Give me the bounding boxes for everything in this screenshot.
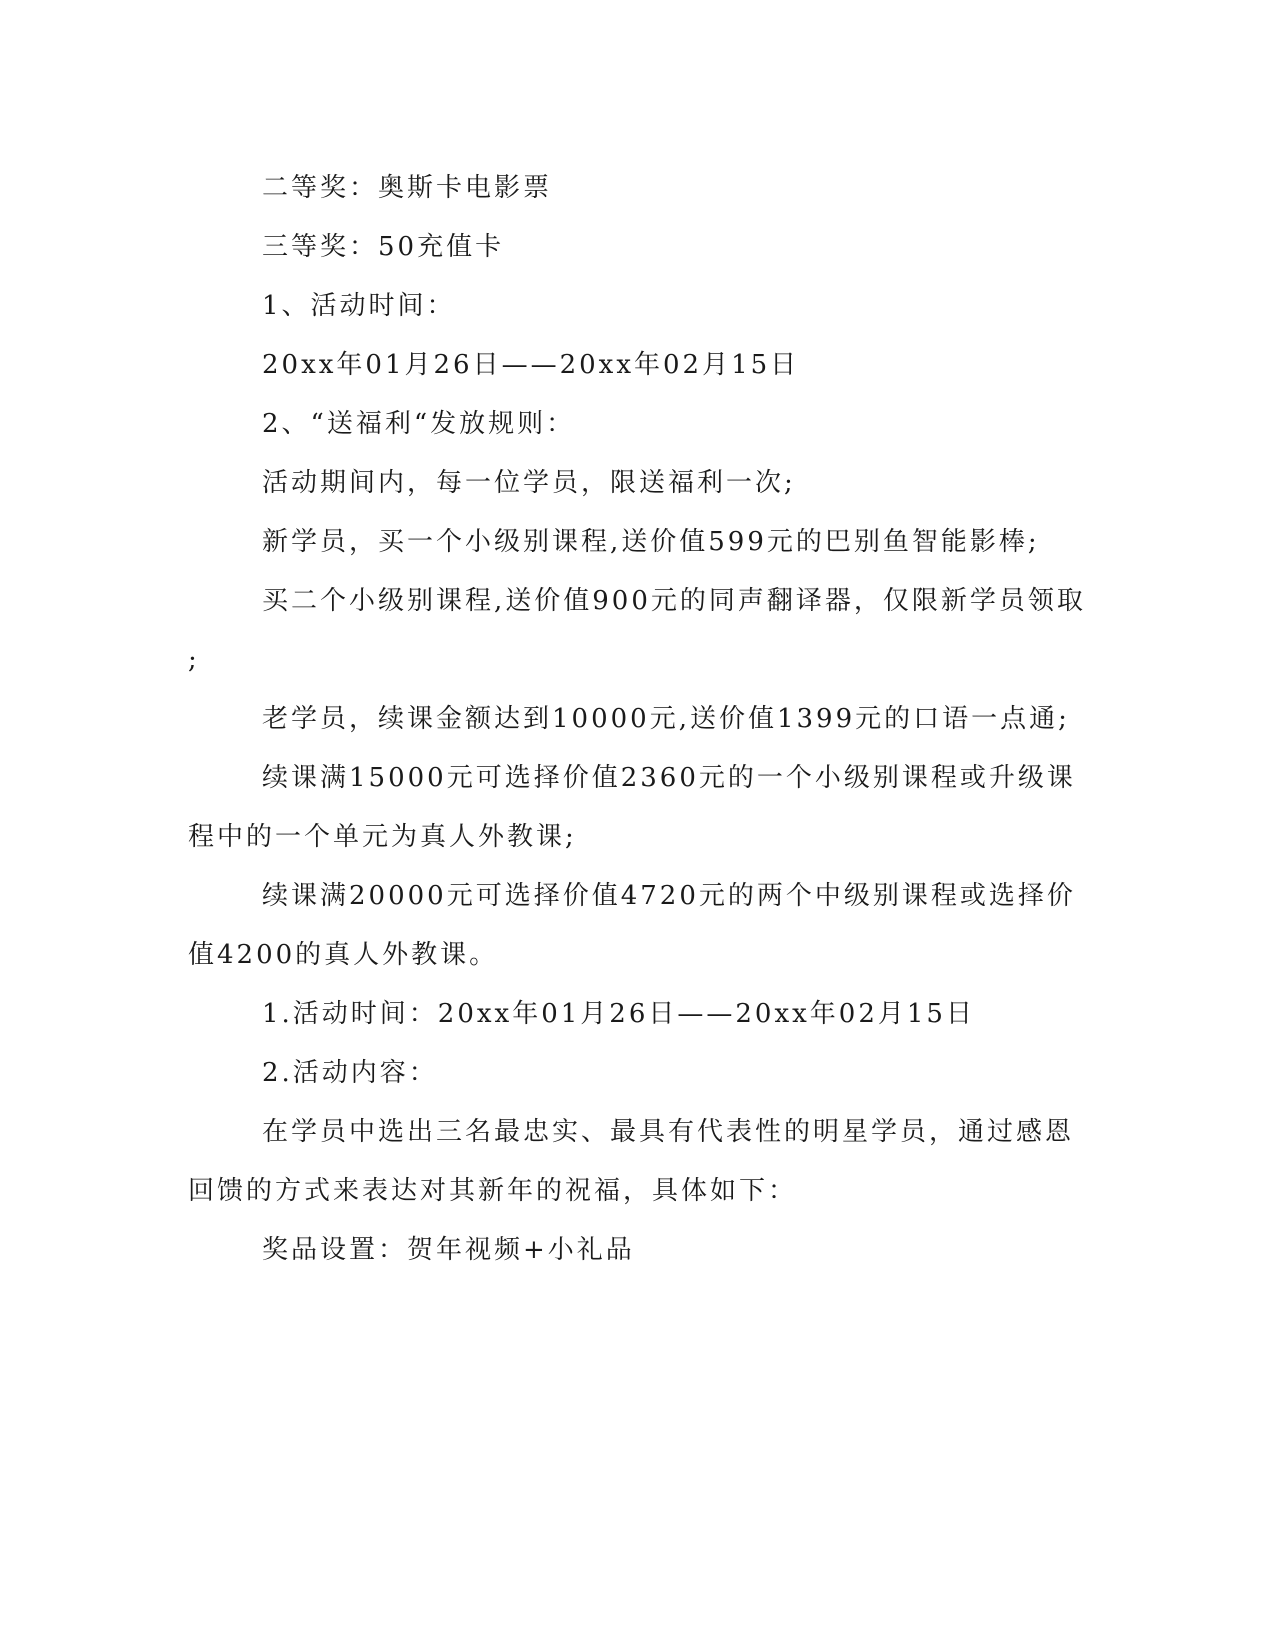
paragraph-line: 活动期间内，每一位学员，限送福利一次; (262, 468, 796, 498)
section-heading-welfare-rules: 2、“送福利“发放规则： (262, 409, 576, 439)
section-heading-activity-content: 2.活动内容： (262, 1058, 438, 1088)
paragraph-line: 老学员，续课金额达到10000元,送价值1399元的口语一点通; (262, 704, 1070, 734)
paragraph-line: 在学员中选出三名最忠实、最具有代表性的明星学员，通过感恩 (262, 1117, 1075, 1147)
paragraph-line: ; (188, 645, 200, 675)
activity-date-range: 20xx年01月26日——20xx年02月15日 (262, 350, 800, 380)
section-heading-activity-time: 1、活动时间： (262, 291, 456, 321)
paragraph-line: 买二个小级别课程,送价值900元的同声翻译器，仅限新学员领取 (262, 586, 1086, 616)
paragraph-line: 新学员，买一个小级别课程,送价值599元的巴别鱼智能影棒; (262, 527, 1040, 557)
prize-third: 三等奖：50充值卡 (262, 232, 505, 262)
paragraph-line: 续课满15000元可选择价值2360元的一个小级别课程或升级课 (262, 763, 1076, 793)
paragraph-line: 回馈的方式来表达对其新年的祝福，具体如下： (188, 1176, 798, 1206)
paragraph-line: 程中的一个单元为真人外教课; (188, 822, 577, 852)
section-heading-activity-time-2: 1.活动时间：20xx年01月26日——20xx年02月15日 (262, 999, 975, 1029)
paragraph-line: 续课满20000元可选择价值4720元的两个中级别课程或选择价 (262, 881, 1076, 911)
paragraph-line: 值4200的真人外教课。 (188, 940, 499, 970)
prize-second: 二等奖：奥斯卡电影票 (262, 173, 553, 203)
prize-settings: 奖品设置：贺年视频+小礼品 (262, 1235, 635, 1265)
